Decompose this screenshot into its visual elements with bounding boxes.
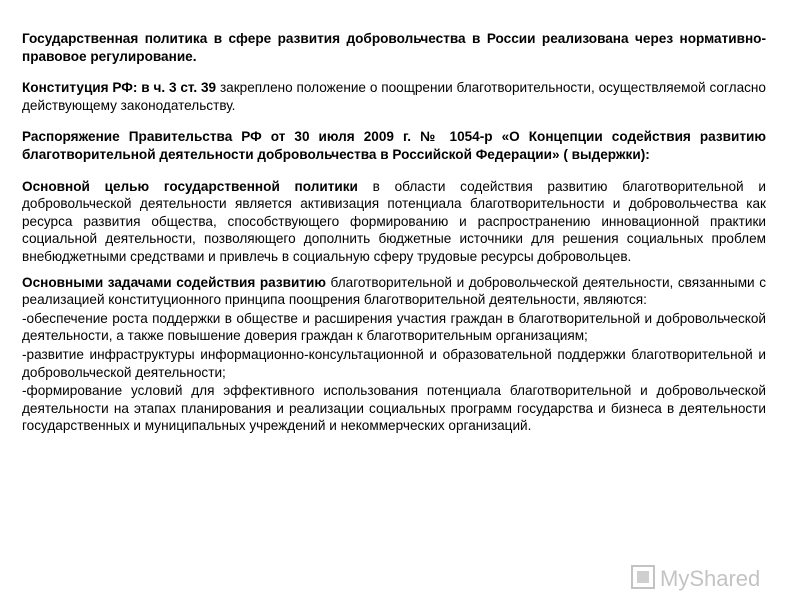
watermark-logo bbox=[630, 560, 780, 594]
order-title: Распоряжение Правительства РФ от 30 июля 2009 г. № 1054-р «О Концепции содействия развитию благотворительной деятельности добровольчества в Российской Федерации» ( выдержки): bbox=[22, 129, 766, 162]
watermark-icon-inner bbox=[637, 571, 649, 583]
heading-paragraph bbox=[22, 30, 766, 65]
order-title-paragraph bbox=[22, 128, 766, 163]
watermark-text: MyShared bbox=[660, 566, 761, 591]
task-item-1: -обеспечение роста поддержки в обществе и расширения участия граждан в благотворительной и добровольческой деятельности, а также повышение доверия граждан к благотворительным организациям; bbox=[22, 310, 766, 344]
constitution-text: закреплено положение о поощрении благотворительности, осуществляемой согласно действующему законодательству. bbox=[22, 80, 766, 113]
goal-paragraph bbox=[22, 178, 766, 266]
task-item-3: -формирование условий для эффективного использования потенциала благотворительной и добровольческой деятельности на этапах планирования и реализации социальных программ государства и бизнеса в деятельности государственных и муниципальных учреждений и некоммерческих организаций. bbox=[22, 383, 766, 434]
constitution-paragraph bbox=[22, 79, 766, 114]
tasks-bold: Основными задачами содействия развитию bbox=[22, 274, 326, 290]
task-item-2: -развитие инфраструктуры информационно-консультационной и образовательной поддержки благотворительной и добровольческой деятельности; bbox=[22, 346, 766, 380]
goal-bold: Основной целью государственной политики bbox=[22, 178, 358, 194]
goal-text: в области содействия развитию благотворительной и добровольческой деятельности является активизация потенциала благотворительности и добровольчества как ресурса развития общества, способствующего формированию и распространению инновационной практики социальной деятельности, позволяющего дополнить бюджетные источники для решения социальных проблем внебюджетными средствами и привлечь в социальную сферу трудовые ресурсы добровольцев. bbox=[22, 178, 766, 264]
tasks-text: благотворительной и добровольческой деятельности, связанными с реализацией конституционного принципа поощрения благотворительной деятельности, являются: bbox=[22, 274, 766, 308]
heading-text: Государственная политика в сфере развития добровольчества в России реализована через нормативно-правовое регулирование. bbox=[22, 31, 766, 64]
constitution-bold: Конституция РФ: в ч. 3 ст. 39 bbox=[22, 80, 217, 96]
tasks-paragraph bbox=[22, 274, 766, 309]
document-body bbox=[22, 30, 766, 436]
